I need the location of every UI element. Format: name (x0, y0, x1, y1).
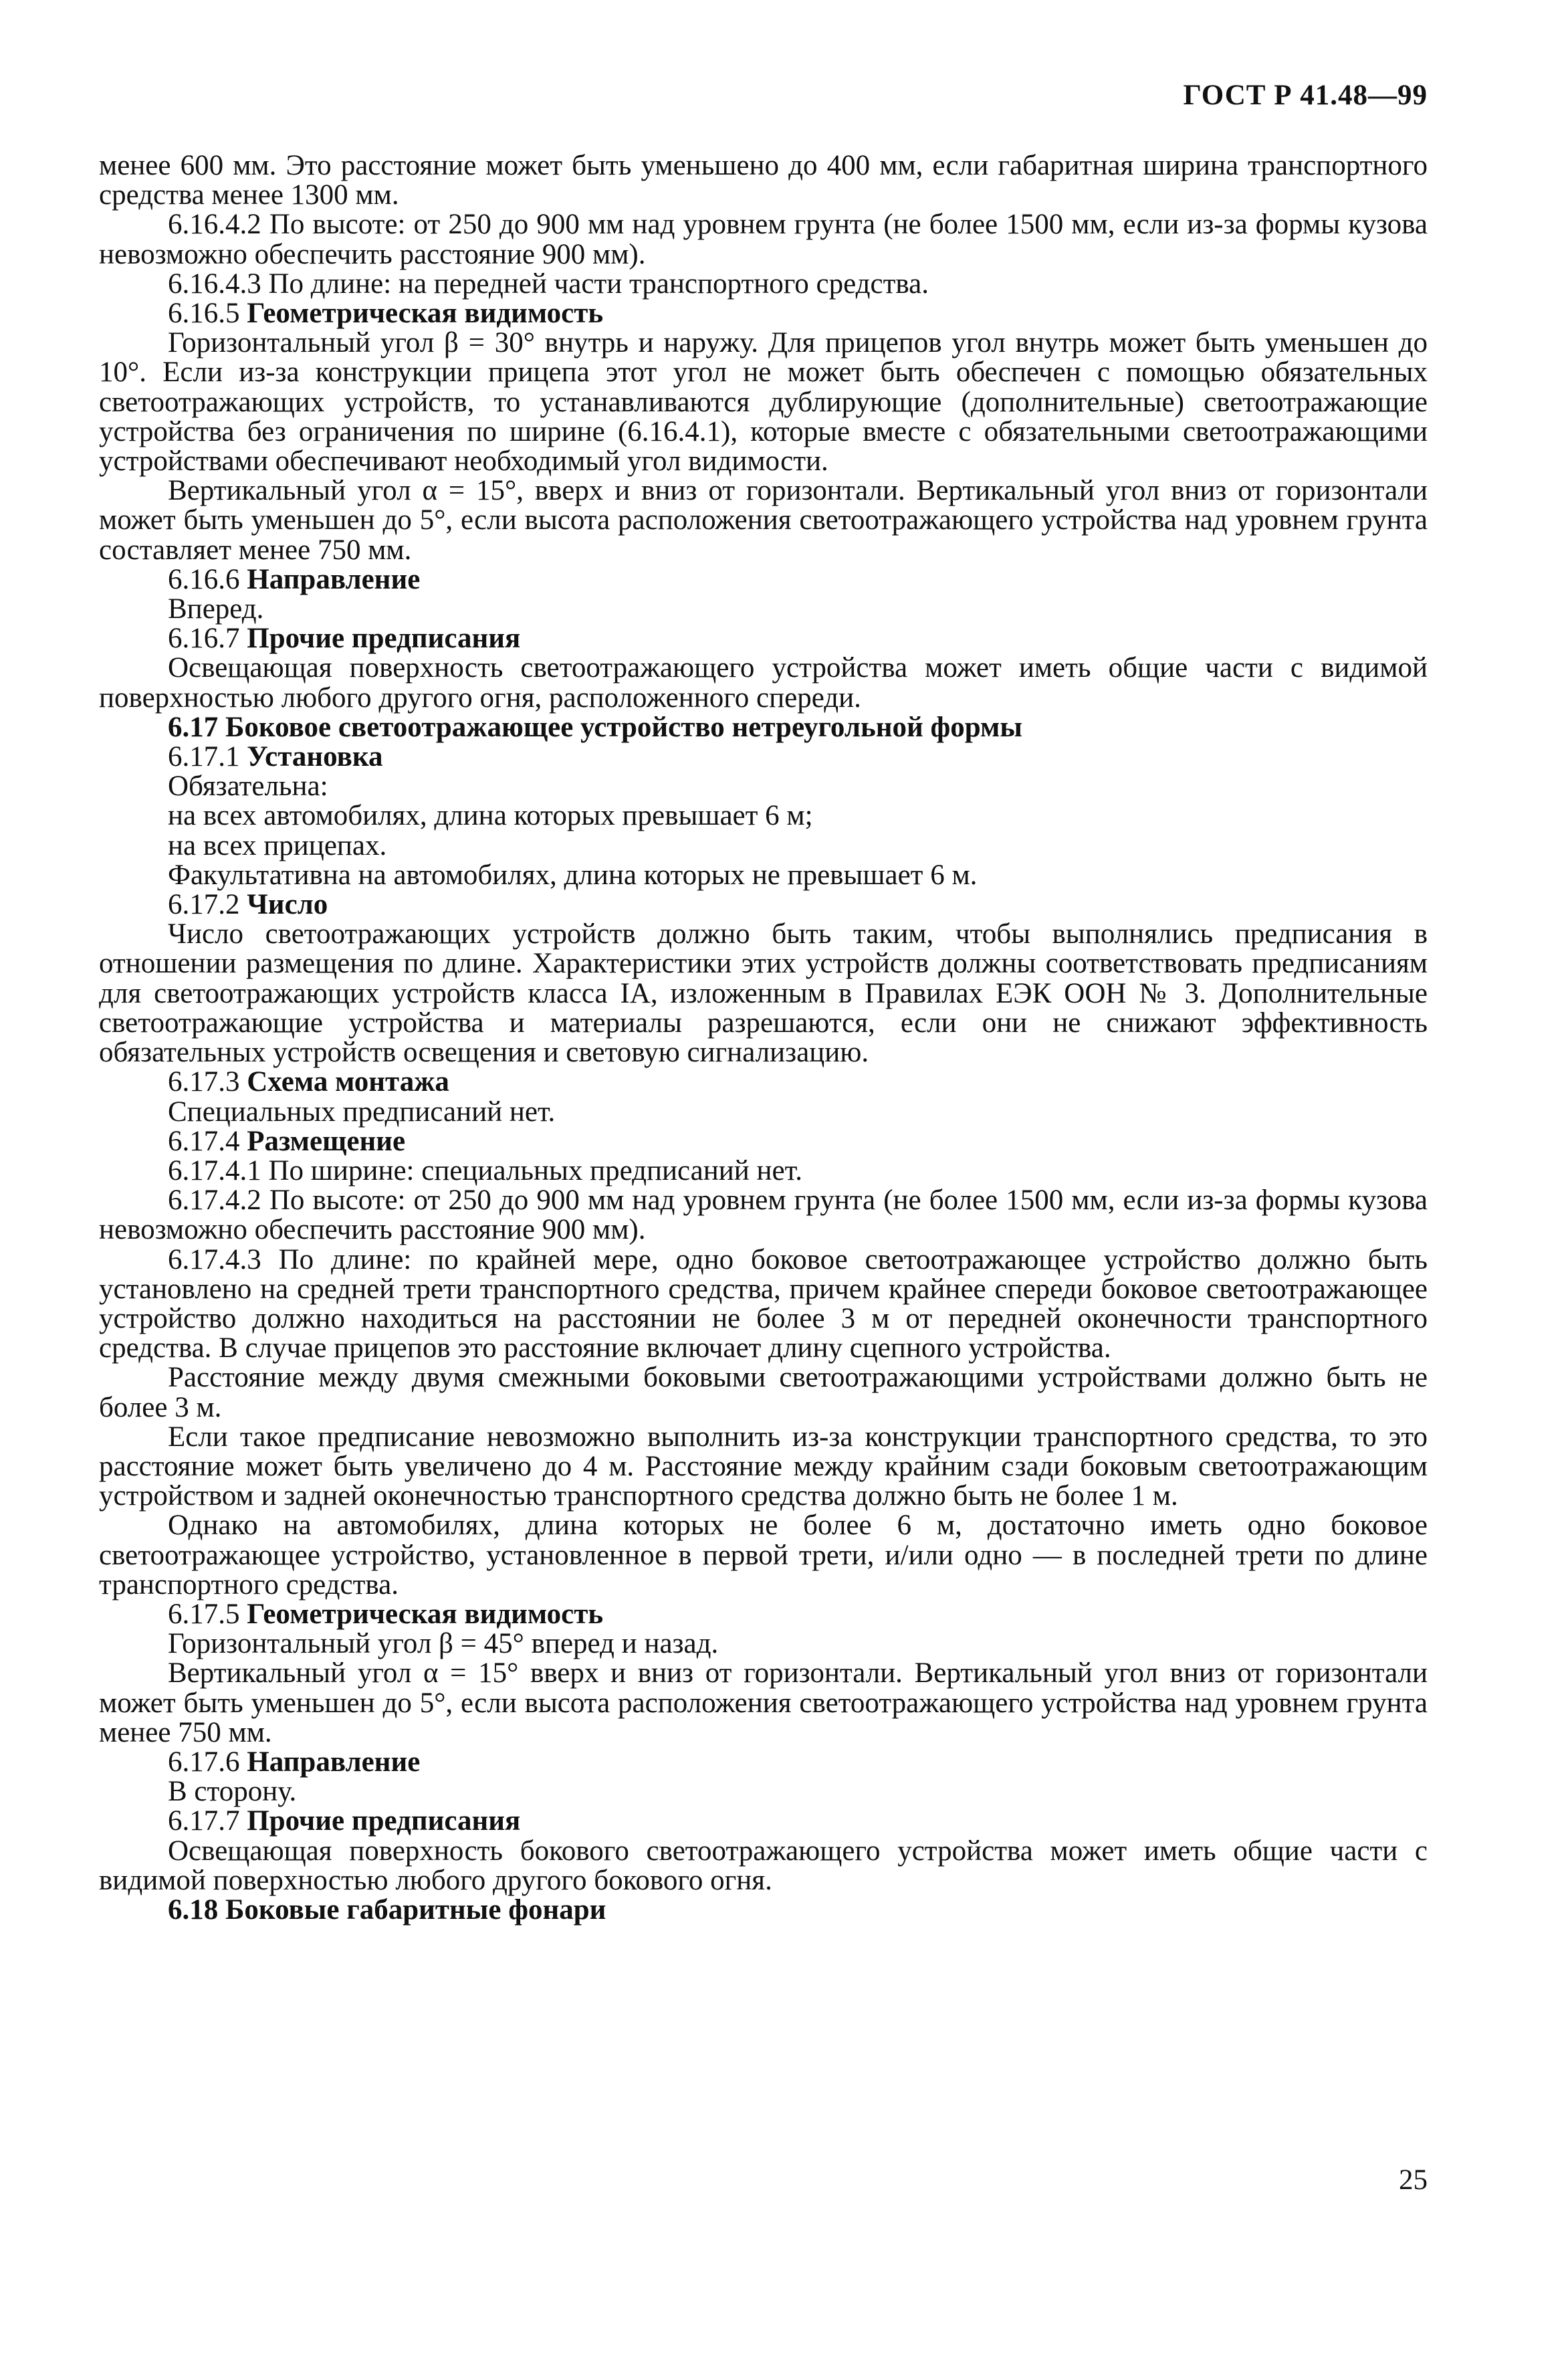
section-number: 6.16.7 (168, 623, 247, 655)
paragraph-text: Обязательна: (168, 770, 328, 803)
paragraph (99, 1659, 1428, 1748)
paragraph-text: Горизонтальный угол β = 45° вперед и назад. (168, 1628, 719, 1660)
heading-text: Геометрическая видимость (247, 298, 604, 330)
paragraph-text: 6.16.4.2 По высоте: от 250 до 900 мм над уровнем грунта (не более 1500 мм, если из-за формы кузова невозможно обеспечить расстояние 900 мм). (99, 209, 1428, 270)
paragraph (99, 772, 1428, 801)
section-heading (99, 1600, 1428, 1629)
section-number: 6.17.5 (168, 1598, 247, 1630)
section-number: 6.17.7 (168, 1805, 247, 1837)
paragraph-text: Освещающая поверхность бокового светоотражающего устройства может иметь общие части с видимой поверхностью любого другого бокового огня. (99, 1835, 1428, 1896)
paragraph (99, 1245, 1428, 1364)
section-number: 6.17.6 (168, 1746, 247, 1778)
paragraph-text: Специальных предписаний нет. (168, 1096, 556, 1128)
section-heading (99, 1895, 1428, 1925)
paragraph-text: 6.16.4.3 По длине: на передней части транспортного средства. (168, 268, 929, 300)
paragraph (99, 595, 1428, 624)
section-number: 6.17.1 (168, 741, 247, 773)
heading-text: Направление (247, 563, 421, 595)
paragraph (99, 801, 1428, 831)
paragraph (99, 1423, 1428, 1512)
section-heading (99, 565, 1428, 595)
paragraph-text: на всех прицепах. (168, 829, 387, 861)
document-id-header: ГОСТ Р 41.48—99 (1183, 80, 1428, 111)
paragraph (99, 653, 1428, 712)
paragraph (99, 210, 1428, 269)
paragraph-text: Однако на автомобилях, длина которых не более 6 м, достаточно иметь одно боковое светоотражающее устройство, установленное в первой трети, и/или одно — в последней трети по длине транспортного средства. (99, 1510, 1428, 1601)
section-number: 6.16.6 (168, 563, 247, 595)
paragraph (99, 476, 1428, 565)
heading-text: 6.18 Боковые габаритные фонари (168, 1893, 606, 1926)
heading-text: Прочие предписания (247, 623, 521, 655)
paragraph-text: 6.17.4.3 По длине: по крайней мере, одно боковое светоотражающее устройство должно быть установлено на средней трети транспортного средства, причем крайнее спереди боковое светоотражающее устройство должно находиться на расстоянии не более 3 м от передней оконечности транспортного средства. В случае прицепов это расстояние включает длину сцепного устройства. (99, 1243, 1428, 1364)
section-heading (99, 1067, 1428, 1097)
paragraph (99, 861, 1428, 890)
heading-text: 6.17 Боковое светоотражающее устройство нетреугольной формы (168, 711, 1022, 743)
section-heading (99, 742, 1428, 772)
paragraph-text: Число светоотражающих устройств должно быть таким, чтобы выполнялись предписания в отношении размещения по длине. Характеристики этих устройств должны соответствовать предписаниям для светоотражающих устройств класса IA, изложенным в Правилах ЕЭК ООН № 3. Дополнительные светоотражающие устройства и материалы разрешаются, если они не снижают эффективность обязательных устройств освещения и световую сигнализацию. (99, 918, 1428, 1069)
heading-text: Число (247, 889, 328, 921)
section-heading (99, 1807, 1428, 1836)
section-heading (99, 299, 1428, 328)
section-heading (99, 1127, 1428, 1156)
section-number: 6.17.3 (168, 1066, 247, 1098)
paragraph-text: В сторону. (168, 1776, 297, 1808)
paragraph (99, 920, 1428, 1067)
heading-text: Схема монтажа (247, 1066, 449, 1098)
paragraph-text: 6.17.4.1 По ширине: специальных предписаний нет. (168, 1154, 802, 1187)
heading-text: Установка (247, 741, 383, 773)
paragraph-text: Если такое предписание невозможно выполнить из-за конструкции транспортного средства, то это расстояние может быть увеличено до 4 м. Расстояние между крайним сзади боковым светоотражающим устройством и задней оконечностью транспортного средства должно быть не более 1 м. (99, 1421, 1428, 1512)
paragraph-text: менее 600 мм. Это расстояние может быть уменьшено до 400 мм, если габаритная ширина транспортного средства менее 1300 мм. (99, 150, 1428, 211)
paragraph (99, 831, 1428, 861)
section-heading (99, 890, 1428, 920)
heading-text: Направление (247, 1746, 421, 1778)
paragraph (99, 1511, 1428, 1600)
paragraph-text: Факультативна на автомобилях, длина которых не превышает 6 м. (168, 859, 978, 891)
paragraph-text: 6.17.4.2 По высоте: от 250 до 900 мм над уровнем грунта (не более 1500 мм, если из-за формы кузова невозможно обеспечить расстояние 900 мм). (99, 1184, 1428, 1246)
paragraph (99, 1156, 1428, 1186)
paragraph-text: на всех автомобилях, длина которых превышает 6 м; (168, 800, 813, 832)
paragraph (99, 151, 1428, 210)
paragraph (99, 1098, 1428, 1127)
paragraph-text: Вертикальный угол α = 15°, вверх и вниз от горизонтали. Вертикальный угол вниз от горизонтали может быть уменьшен до 5°, если высота расположения светоотражающего устройства над уровнем грунта составляет менее 750 мм. (99, 475, 1428, 566)
section-heading (99, 713, 1428, 742)
paragraph (99, 270, 1428, 299)
section-number: 6.16.5 (168, 298, 247, 330)
paragraph (99, 1777, 1428, 1807)
paragraph-text: Горизонтальный угол β = 30° внутрь и наружу. Для прицепов угол внутрь может быть уменьшен до 10°. Если из-за конструкции прицепа этот угол не может быть обеспечен с помощью обязательных светоотражающих устройств, то устанавливаются дублирующие (дополнительные) светоотражающие устройства без ограничения по ширине (6.16.4.1), которые вместе с обязательными светоотражающими устройствами обеспечивают необходимый угол видимости. (99, 327, 1428, 478)
heading-text: Прочие предписания (247, 1805, 521, 1837)
section-number: 6.17.4 (168, 1125, 247, 1157)
paragraph-text: Вертикальный угол α = 15° вверх и вниз от горизонтали. Вертикальный угол вниз от горизонтали может быть уменьшен до 5°, если высота расположения светоотражающего устройства над уровнем грунта менее 750 мм. (99, 1657, 1428, 1748)
paragraph (99, 1363, 1428, 1422)
paragraph (99, 1629, 1428, 1659)
heading-text: Размещение (247, 1125, 406, 1157)
page-number: 25 (1399, 2164, 1428, 2196)
section-heading (99, 1748, 1428, 1777)
paragraph-text: Вперед. (168, 593, 264, 625)
section-heading (99, 624, 1428, 653)
section-number: 6.17.2 (168, 889, 247, 921)
paragraph (99, 1186, 1428, 1245)
heading-text: Геометрическая видимость (247, 1598, 604, 1630)
paragraph (99, 1837, 1428, 1895)
paragraph-text: Расстояние между двумя смежными боковыми светоотражающими устройствами должно быть не более 3 м. (99, 1362, 1428, 1423)
paragraph-text: Освещающая поверхность светоотражающего устройства может иметь общие части с видимой поверхностью любого другого огня, расположенного спереди. (99, 652, 1428, 714)
paragraph (99, 328, 1428, 476)
document-body (99, 151, 1428, 1925)
